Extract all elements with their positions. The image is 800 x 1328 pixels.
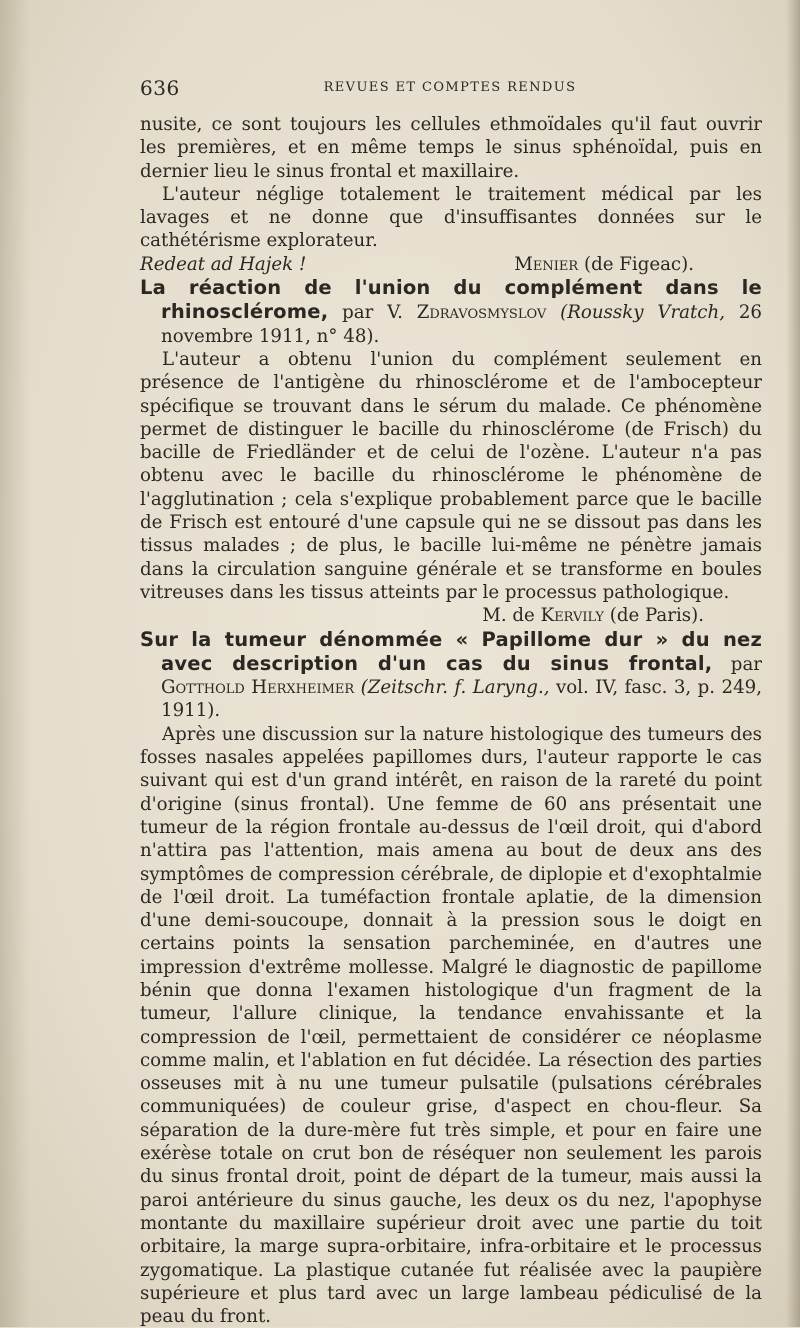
running-head: REVUES ET COMPTES RENDUS (323, 80, 577, 95)
article-title: La réaction de l'union du complément dans le rhinosclérome, (140, 276, 762, 324)
review-text: L'auteur néglige totalement le traitement médical par les lavages et ne donne que d'insuffisantes données sur le cathétérisme explorateur. (140, 183, 762, 252)
review-signature-line (140, 253, 762, 276)
article-title-2: Sur la tumeur dénommée « Papillome dur » du nez avec description d'un cas du sinus frontal, (140, 627, 762, 675)
article-signature-line (140, 604, 762, 627)
review-paragraph (140, 183, 762, 253)
page-header (140, 76, 760, 98)
article-par-2: par (730, 653, 762, 675)
closing-remark: Redeat ad Hajek ! (140, 253, 307, 275)
article-author: Zdravosmyslov (416, 302, 547, 324)
article-date: 26 novembre 1911, n° 48). (161, 302, 762, 347)
signature-prefix: M. de (482, 605, 535, 627)
article-ref-2: vol. IV, fasc. 3, p. 249, 1911). (161, 677, 762, 722)
article-source-2: (Zeitschr. f. Laryng., (360, 677, 550, 699)
page-number: 636 (140, 76, 180, 100)
signature-name: Kervily (540, 605, 604, 627)
reviewer-signature (514, 253, 694, 276)
article-body: L'auteur a obtenu l'union du complément seulement en présence de l'antigène du rhinosclérome et de l'ambocepteur spécifique se trouvant dans le sérum du malade. Ce phénomène permet de distinguer le bacille du rhinosclérome (de Frisch) du bacille de Friedländer et de celui de l'ozène. L'auteur n'a pas obtenu avec le bacille du rhinosclérome le phénomène de l'agglutination ; cela s'explique probablement parce que le bacille de Frisch est entouré d'une capsule qui ne se dissout pas dans les tissus malades ; de plus, le bacille lui-même ne pénètre jamais dans la circulation sanguine générale et se transforme en boules vitreuses dans les tissus atteints par le processus pathologique. (140, 348, 762, 603)
page-edge-shadow-right (786, 0, 800, 1327)
article-signature (482, 604, 704, 627)
page-body (140, 113, 762, 1328)
article-author-2: Gotthold Herxheimer (161, 677, 355, 699)
article-source: (Roussky Vratch, (560, 302, 725, 324)
reviewer-name: Menier (514, 253, 579, 275)
page-edge-shadow-left (0, 0, 30, 1327)
article-par: par V. (342, 302, 403, 324)
article-body-2: Après une discussion sur la nature histologique des tumeurs des fosses nasales appelées papillomes durs, l'auteur rapporte le cas suivant qui est d'un grand intérêt, en raison de la rareté du point d'origine (sinus frontal). Une femme de 60 ans présentait une tumeur de la région frontale au-dessus de l'œil droit, qui d'abord n'attira pas l'attention, mais amena au bout de deux ans des symptômes de compression cérébrale, de diplopie et d'exophtalmie de l'œil droit. La tuméfaction frontale aplatie, de la dimension d'une demi-soucoupe, donnait à la pression sous le doigt en certains points la sensation parcheminée, en d'autres une impression d'extrême mollesse. Malgré le diagnostic de papillome bénin que donna l'examen histologique d'un fragment de la tumeur, l'allure clinique, la tendance envahissante et la compression de l'œil, permettaient de considérer ce néoplasme comme malin, et l'ablation en fut décidée. La résection des parties osseuses mit à nu une tumeur pulsatile (pulsations cérébrales communiquées) de couleur grise, d'aspect en chou-fleur. Sa séparation de la dure-mère fut très simple, et pour en faire une exérèse totale on crut bon de réséquer non seulement les parois du sinus frontal droit, point de départ de la tumeur, mais aussi la paroi antérieure du sinus gauche, les deux os du nez, l'apophyse montante du maxillaire supérieur droit avec une partie du toit orbitaire, la marge supra-orbitaire, infra-orbitaire et le processus zygomatique. La plastique cutanée fut réalisée avec la paupière supérieure et plus tard avec un large lambeau pédiculisé de la peau du front. (140, 723, 762, 1328)
signature-place: (de Paris). (609, 605, 704, 627)
signature-spacer (140, 604, 412, 627)
article-heading-2 (140, 628, 762, 723)
reviewer-place: (de Figeac). (583, 253, 694, 275)
continued-paragraph: nusite, ce sont toujours les cellules ethmoïdales qu'il faut ouvrir les premières, et en même temps le sinus sphénoïdal, puis en dernier lieu le sinus frontal et maxillaire. (140, 114, 762, 182)
article-heading (140, 276, 762, 348)
